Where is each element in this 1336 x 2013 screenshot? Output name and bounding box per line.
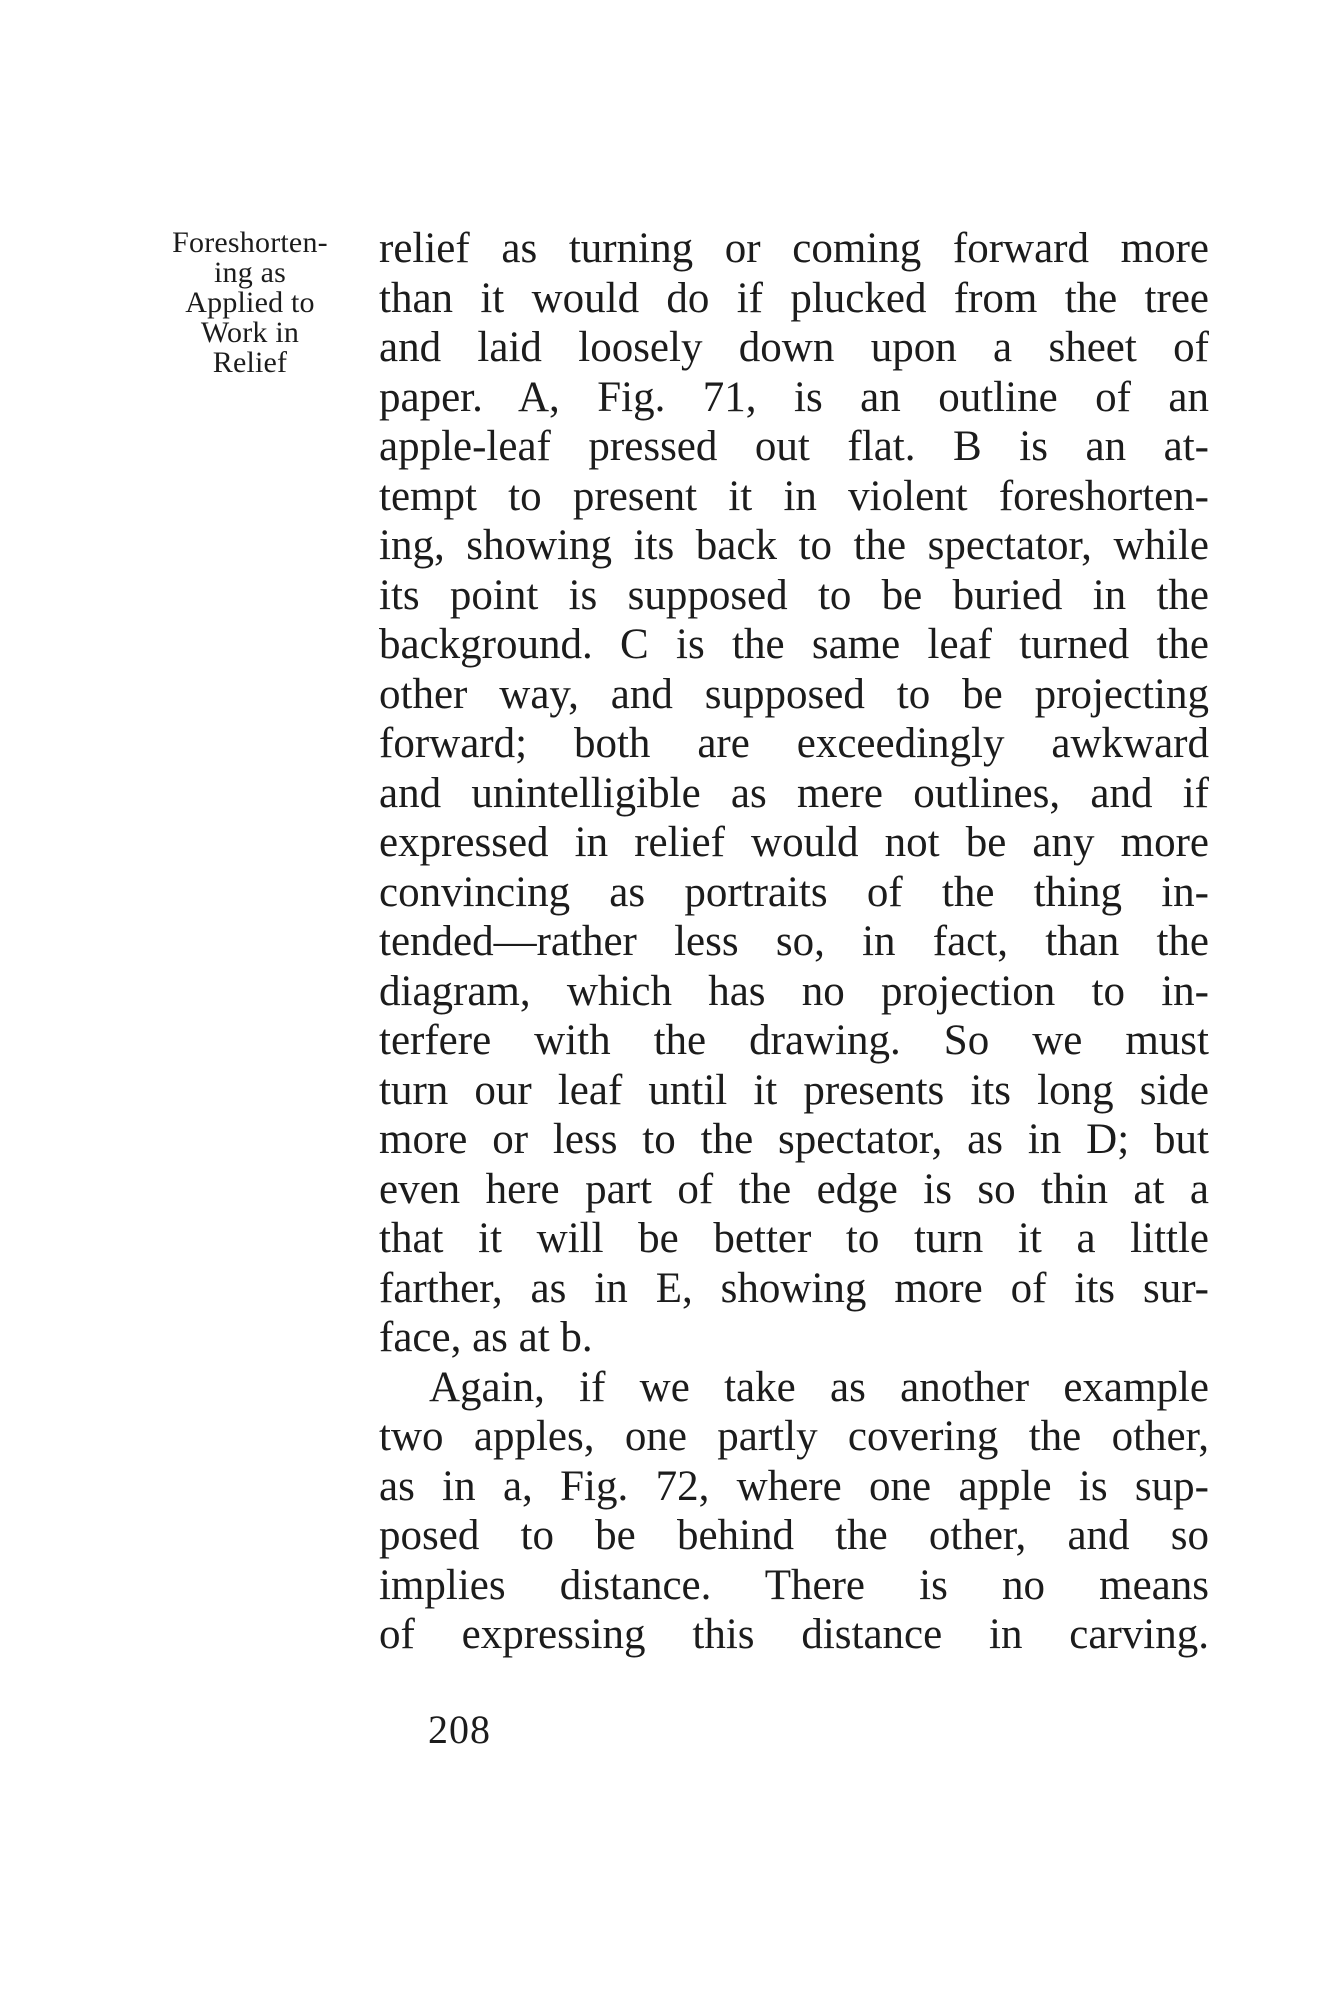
text-line: diagram, which has no projection to in- (379, 967, 1209, 1015)
margin-note-line: Applied to (185, 286, 315, 319)
text-line: as in a, Fig. 72, where one apple is sup- (379, 1462, 1209, 1510)
text-line: farther, as in E, showing more of its sur- (379, 1264, 1209, 1312)
text-line: even here part of the edge is so thin at a (379, 1165, 1209, 1213)
text-line: turn our leaf until it presents its long side (379, 1066, 1209, 1114)
text-line: face, as at b. (379, 1314, 593, 1361)
paragraph-2 (379, 1363, 1209, 1660)
text-line: and laid loosely down upon a sheet of (379, 324, 1209, 371)
text-line: Again, if we take as another example (429, 1363, 1209, 1411)
body-text (379, 224, 1209, 1660)
text-line: convincing as portraits of the thing in- (379, 868, 1209, 916)
text-line: other way, and supposed to be projecting (379, 670, 1209, 718)
margin-note-line: ing as (213, 256, 287, 289)
text-line: tended—rather less so, in fact, than the (379, 918, 1209, 965)
text-line: implies distance. There is no means (379, 1561, 1209, 1609)
text-line: terfere with the drawing. So we must (379, 1017, 1209, 1064)
text-line: background. C is the same leaf turned the (379, 621, 1209, 668)
margin-note-line: Foreshorten- (172, 226, 328, 259)
text-line: and unintelligible as mere outlines, and if (379, 769, 1209, 817)
text-line: posed to be behind the other, and so (379, 1512, 1209, 1559)
text-line: expressed in relief would not be any more (379, 819, 1209, 866)
text-line: more or less to the spectator, as in D; but (379, 1116, 1209, 1163)
text-line: ing, showing its back to the spectator, while (379, 522, 1209, 569)
text-line: paper. A, Fig. 71, is an outline of an (379, 373, 1209, 421)
text-line: forward; both are exceedingly awkward (379, 720, 1209, 767)
margin-note-line: Relief (212, 346, 288, 379)
text-line: its point is supposed to be buried in the (379, 571, 1209, 619)
text-line: relief as turning or coming forward more (379, 225, 1209, 272)
text-line: two apples, one partly covering the other, (379, 1413, 1209, 1460)
text-line: tempt to present it in violent foreshorten- (379, 472, 1209, 520)
margin-note-line: Work in (200, 316, 300, 349)
text-line: than it would do if plucked from the tree (379, 274, 1209, 322)
text-line: of expressing this distance in carving. (379, 1611, 1209, 1658)
text-line: that it will be better to turn it a little (379, 1215, 1209, 1262)
paragraph-1 (379, 224, 1209, 1363)
page-number: 208 (428, 1707, 491, 1752)
margin-note (160, 228, 340, 378)
text-line: apple-leaf pressed out flat. B is an at- (379, 423, 1209, 470)
